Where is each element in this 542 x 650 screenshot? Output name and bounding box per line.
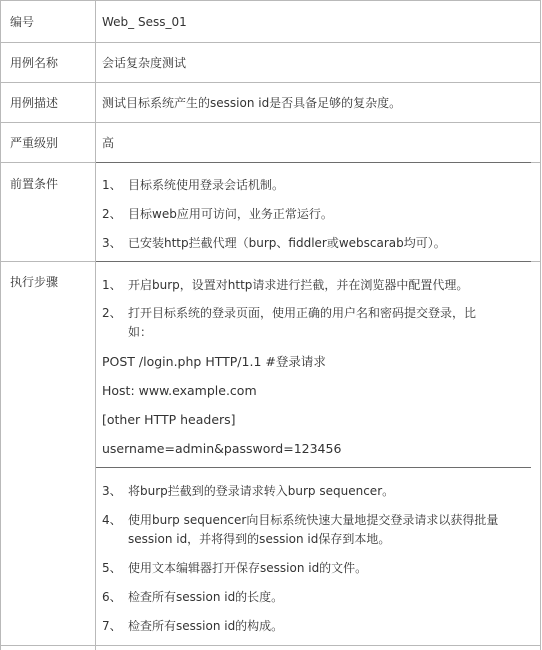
step-item: [102, 559, 367, 577]
table-left-border: [0, 0, 1, 650]
case-description-value: 测试目标系统产生的session id是否具备足够的复杂度。: [102, 96, 402, 110]
section-rule: [96, 261, 531, 262]
list-number: 6、: [102, 590, 122, 604]
precondition-item: [102, 176, 284, 194]
list-text: 将burp拦截到的登录请求转入burp sequencer。: [128, 484, 395, 498]
table-column-divider: [95, 0, 96, 650]
list-text: 检查所有session id的构成。: [128, 619, 284, 633]
row-border: [0, 0, 541, 1]
list-number: 3、: [102, 236, 122, 250]
step-item: [102, 482, 394, 500]
row-label-severity: 严重级别: [10, 136, 59, 150]
step-item: [102, 304, 476, 322]
step-item: [102, 511, 498, 529]
step-item-continuation: [128, 530, 390, 548]
list-text: 如：: [128, 325, 153, 339]
list-text: session id，并将得到的session id保存到本地。: [128, 532, 391, 546]
list-number: 1、: [102, 178, 122, 192]
section-rule: [96, 162, 531, 163]
code-line: POST /login.php HTTP/1.1 #登录请求: [102, 354, 326, 369]
step-item: [102, 588, 283, 606]
code-block-rule: [96, 467, 531, 468]
list-number: 3、: [102, 484, 122, 498]
step-item: [102, 617, 283, 635]
case-id-value: Web_ Sess_01: [102, 15, 187, 29]
list-text: 目标web应用可访问，业务正常运行。: [128, 207, 333, 221]
case-name-value: 会话复杂度测试: [102, 56, 187, 70]
list-text: 使用文本编辑器打开保存session id的文件。: [128, 561, 368, 575]
case-severity-value: 高: [102, 136, 115, 150]
row-border: [0, 645, 541, 646]
list-text: 打开目标系统的登录页面，使用正确的用户名和密码提交登录，比: [128, 306, 477, 320]
list-number: 5、: [102, 561, 122, 575]
code-line: Host: www.example.com: [102, 383, 257, 398]
row-border: [0, 82, 541, 83]
list-number: 4、: [102, 513, 122, 527]
list-text: 使用burp sequencer向目标系统快速大量地提交登录请求以获得批量: [128, 513, 499, 527]
row-label-preconditions: 前置条件: [10, 177, 59, 191]
list-text: 已安装http拦截代理（burp、fiddler或webscarab均可）。: [128, 236, 446, 250]
code-line: [other HTTP headers]: [102, 412, 236, 427]
row-label-description: 用例描述: [10, 96, 59, 110]
precondition-item: [102, 205, 333, 223]
list-number: 1、: [102, 278, 122, 292]
row-label-steps: 执行步骤: [10, 275, 59, 289]
step-item: [102, 276, 468, 294]
list-number: 7、: [102, 619, 122, 633]
step-item-continuation: [128, 323, 152, 341]
row-label-id: 编号: [10, 15, 35, 29]
table-right-border: [540, 0, 541, 650]
row-label-name: 用例名称: [10, 56, 59, 70]
list-text: 开启burp，设置对http请求进行拦截，并在浏览器中配置代理。: [128, 278, 469, 292]
row-border: [0, 42, 541, 43]
list-number: 2、: [102, 306, 122, 320]
row-border: [0, 122, 541, 123]
list-number: 2、: [102, 207, 122, 221]
list-text: 检查所有session id的长度。: [128, 590, 284, 604]
precondition-item: [102, 234, 446, 252]
list-text: 目标系统使用登录会话机制。: [128, 178, 285, 192]
code-line: username=admin&password=123456: [102, 441, 342, 456]
